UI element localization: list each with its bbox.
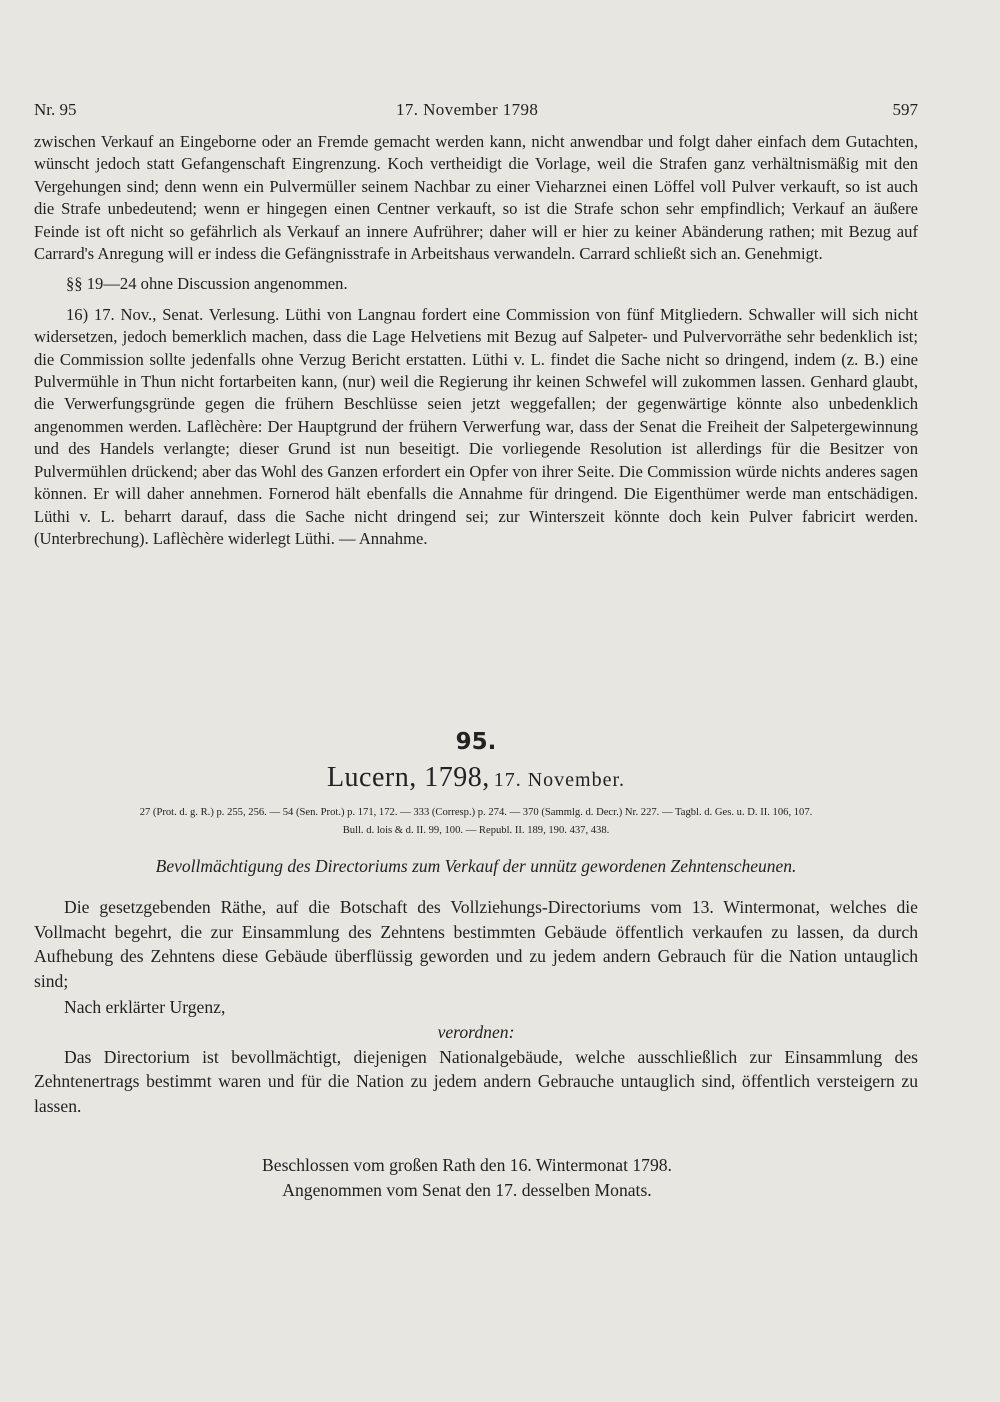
section-place: Lucern, 1798,: [326, 762, 490, 793]
paragraph: 16) 17. Nov., Senat. Verlesung. Lüthi von Langnau fordert eine Commission von fünf Mitgliedern. Schwaller will sich nicht widersetzen, jedoch bemerklich machen, dass die Lage Helvetiens mit Bezug auf Salpeter- und Pulvervorräthe sehr bedenklich ist; die Commission sollte jedenfalls ohne Verzug Bericht erstatten. Lüthi v. L. findet die Sache nicht so dringend, indem (z. B.) eine Pulvermühle in Thun nicht fortarbeiten kann, (nur) weil die Regierung ihr keinen Schwefel will zukommen lassen. Genhard glaubt, die Verwerfungsgründe gegen die frühern Beschlüsse seien jetzt weggefallen; der gegenwärtige könnte also unbedenklich angenommen werden. Laflèchère: Der Hauptgrund der frühern Verwerfung war, dass der Senat die Freiheit der Salpetergewinnung und des Handels verlangte; dieser Grund ist nun beseitigt. Die vorliegende Resolution ist allerdings für die Besitzer von Pulvermühlen drückend; aber das Wohl des Ganzen erfordert ein Opfer von ihrer Seite. Die Commission würde nichts anderes sagen können. Er will daher annehmen. Fornerod hält ebenfalls die Annahme für dringend. Die Eigenthümer werde man entschädigen. Lüthi v. L. beharrt darauf, dass die Sache nicht dringend sei; zur Winterszeit könnte doch kein Pulver fabricirt werden. (Unterbrechung). Laflèchère widerlegt Lüthi. — Annahme.: [34, 304, 918, 548]
section-date: 17. November.: [493, 769, 626, 791]
preamble: Die gesetzgebenden Räthe, auf die Botschaft des Vollziehungs-Directoriums vom 13. Wintermonat, welches die Vollmacht begehrt, die zur Einsammlung des Zehntens bestimmten Gebäude öffentlich verkaufen zu lassen, da durch Aufhebung des Zehntens diese Gebäude überflüssig geworden und zu jedem andern Gebrauch für die Nation untauglich sind;: [34, 897, 918, 991]
header-date: 17. November 1798: [396, 100, 539, 119]
document-number-header: Nr. 95: [34, 100, 77, 119]
section-heading: [0, 762, 952, 794]
closing-line: Angenommen vom Senat den 17. desselben Monats.: [282, 1180, 652, 1200]
closing-line: Beschlossen vom großen Rath den 16. Wintermonat 1798.: [262, 1155, 672, 1175]
paragraph: zwischen Verkauf an Eingeborne oder an Fremde gemacht werden kann, nicht anwendbar und folgt daher einfach dem Gutachten, wünscht jedoch statt Gefangenschaft Eingrenzung. Koch vertheidigt die Vorlage, weil die Strafen ganz verhältnismäßig mit den Vergehungen sind; denn wenn ein Pulvermüller seinem Nachbar zu einer Vieharznei einen Löffel voll Pulver verkauft, so ist auch die Strafe unbedeutend; wenn er hingegen einen Centner verkauft, so ist die Strafe schon sehr empfindlich; Verkauf an äußere Feinde ist oft nicht so gefährlich als Verkauf an innere Aufrührer; daher will er hier zu keiner Abänderung rathen; mit Bezug auf Carrard's Anregung will er indess die Gefängnisstrafe in Arbeitshaus verwandeln. Carrard schließt sich an. Genehmigt.: [34, 132, 918, 264]
urgency-line: Nach erklärter Urgenz,: [64, 997, 226, 1018]
paragraph: §§ 19—24 ohne Discussion angenommen.: [66, 274, 348, 294]
verordnen-line: verordnen:: [437, 1021, 515, 1042]
debate-text: [34, 131, 918, 550]
decree-title: Bevollmächtigung des Directoriums zum Verkauf der unnütz gewordenen Zehntenscheunen.: [155, 856, 797, 876]
decree-article: Das Directorium ist bevollmächtigt, diejenigen Nationalgebäude, welche ausschließlich zur Einsammlung des Zehntenertrags bestimmt waren und für die Nation zu jedem andern Gebrauche untauglich sind, öffentlich versteigern zu lassen.: [34, 1046, 918, 1116]
reference-line: 27 (Prot. d. g. R.) p. 255, 256. — 54 (Sen. Prot.) p. 171, 172. — 333 (Corresp.) p. 274. — 370 (Sammlg. d. Decr.) Nr. 227. — Tagbl. d. Ges. u. D. II. 106, 107.: [139, 807, 813, 818]
reference-line: Bull. d. lois & d. II. 99, 100. — Republ. II. 189, 190. 437, 438.: [342, 825, 610, 836]
section-number: 95.: [455, 729, 497, 755]
page-number: 597: [892, 100, 918, 119]
decree-text: [34, 895, 918, 1118]
closing-block: [0, 1153, 934, 1203]
source-references: [34, 804, 918, 840]
